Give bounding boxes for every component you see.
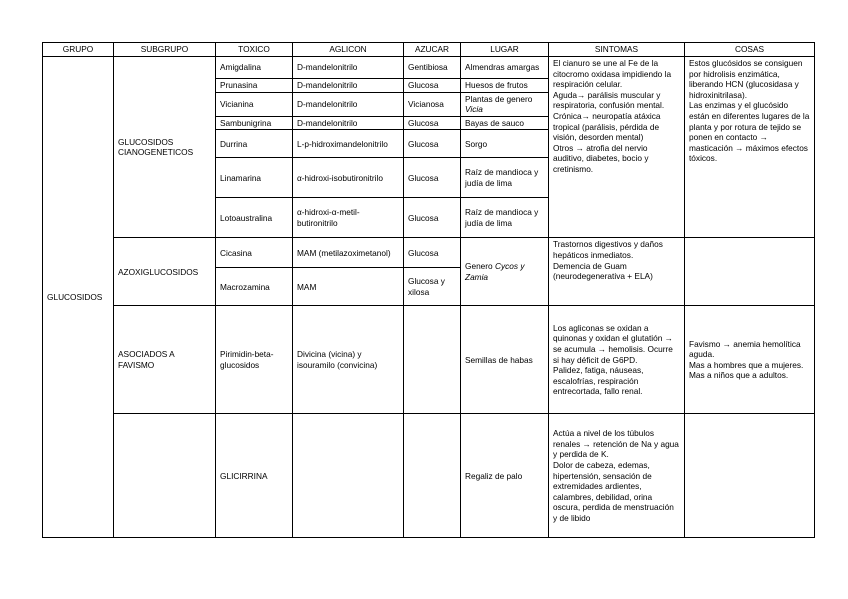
- lugar-text: Genero: [465, 261, 495, 272]
- table-row: [43, 306, 815, 414]
- lugar-genus: Vicia: [465, 104, 483, 115]
- lugar-cell: [461, 92, 549, 116]
- aglicon-cell: D-mandelonitrilo: [293, 116, 404, 130]
- toxico-cell: Linamarina: [216, 158, 293, 198]
- lugar-cell: Almendras amargas: [461, 57, 549, 79]
- toxico-cell: GLICIRRINA: [216, 414, 293, 538]
- aglicon-cell: Divicina (vicina) y isouramilo (convicina): [293, 306, 404, 414]
- toxico-cell: Vicianina: [216, 92, 293, 116]
- lugar-text: Plantas de genero: [465, 93, 533, 104]
- toxico-cell: Durrina: [216, 130, 293, 158]
- azucar-cell: Glucosa: [404, 116, 461, 130]
- aglicon-cell: MAM (metilazoximetanol): [293, 238, 404, 268]
- toxico-cell: Amigdalina: [216, 57, 293, 79]
- header-aglicon: AGLICON: [293, 43, 404, 57]
- toxico-cell: Prunasina: [216, 79, 293, 93]
- sintomas-ciano: El cianuro se une al Fe de la citocromo oxidasa impidiendo la respiración celular. Aguda→ parálisis muscular y respiratoria, confusión mental. Crónica→ neuropatía atáxica tropical (parálisis, pérdida de visión, desorden mental) Otros → atrofia del nervio auditivo, diabetes, bocio y cretinismo.: [549, 57, 685, 238]
- toxico-cell: Macrozamina: [216, 268, 293, 306]
- subgrupo-azoxi: AZOXIGLUCOSIDOS: [114, 238, 216, 306]
- azucar-cell: Glucosa: [404, 198, 461, 238]
- aglicon-cell: α-hidroxi-isobutironitrilo: [293, 158, 404, 198]
- aglicon-cell: L-p-hidroximandelonitrilo: [293, 130, 404, 158]
- header-lugar: LUGAR: [461, 43, 549, 57]
- azucar-cell: Glucosa: [404, 79, 461, 93]
- lugar-cell: Huesos de frutos: [461, 79, 549, 93]
- aglicon-cell: D-mandelonitrilo: [293, 92, 404, 116]
- cosas-ciano: Estos glucósidos se consiguen por hidrolisis enzimática, liberando HCN (glucosidasa y hidroxinitrilasa). Las enzimas y el glucósido están en diferentes lugares de la planta y por rotura de tejido se ponen en contacto → masticación → máximos efectos tóxicos.: [685, 57, 815, 238]
- azucar-cell: Glucosa: [404, 238, 461, 268]
- aglicon-cell: α-hidroxi-α-metil-butironitrilo: [293, 198, 404, 238]
- aglicon-cell: MAM: [293, 268, 404, 306]
- subgrupo-favismo: ASOCIADOS A FAVISMO: [114, 306, 216, 414]
- glucosidos-table: [42, 42, 815, 538]
- header-row: [43, 43, 815, 57]
- aglicon-cell: [293, 414, 404, 538]
- table-row: [43, 414, 815, 538]
- lugar-cell: Sorgo: [461, 130, 549, 158]
- aglicon-cell: D-mandelonitrilo: [293, 79, 404, 93]
- aglicon-cell: D-mandelonitrilo: [293, 57, 404, 79]
- header-subgrupo: SUBGRUPO: [114, 43, 216, 57]
- lugar-genus: Cycos y Zamia: [465, 261, 525, 282]
- subgrupo-empty: [114, 414, 216, 538]
- sintomas-favismo: Los agliconas se oxidan a quinonas y oxidan el glutatión → se acumula → hemolisis. Ocurre si hay déficit de G6PD. Palidez, fatiga, náuseas, escalofrías, respiración entrecortada, fallo renal.: [549, 306, 685, 414]
- lugar-cell: Regaliz de palo: [461, 414, 549, 538]
- lugar-cell: Raíz de mandioca y judía de lima: [461, 158, 549, 198]
- azucar-cell: Glucosa: [404, 130, 461, 158]
- header-azucar: AZUCAR: [404, 43, 461, 57]
- cosas-favismo: Favismo → anemia hemolítica aguda. Mas a hombres que a mujeres. Mas a niños que a adultos.: [685, 306, 815, 414]
- lugar-cell: Semillas de habas: [461, 306, 549, 414]
- header-grupo: GRUPO: [43, 43, 114, 57]
- azucar-cell: [404, 306, 461, 414]
- cosas-azoxi: [685, 238, 815, 306]
- grupo-cell: GLUCOSIDOS: [43, 57, 114, 538]
- azucar-cell: Glucosa y xilosa: [404, 268, 461, 306]
- header-toxico: TOXICO: [216, 43, 293, 57]
- header-sintomas: SINTOMAS: [549, 43, 685, 57]
- sintomas-azoxi: Trastornos digestivos y daños hepáticos inmediatos. Demencia de Guam (neurodegenerativa + ELA): [549, 238, 685, 306]
- toxico-cell: Lotoaustralina: [216, 198, 293, 238]
- azucar-cell: Gentibiosa: [404, 57, 461, 79]
- header-cosas: COSAS: [685, 43, 815, 57]
- azucar-cell: [404, 414, 461, 538]
- table-row: [43, 57, 815, 79]
- toxico-cell: Pirimidin-beta-glucosidos: [216, 306, 293, 414]
- azucar-cell: Glucosa: [404, 158, 461, 198]
- azucar-cell: Vicianosa: [404, 92, 461, 116]
- table-row: [43, 238, 815, 268]
- subgrupo-ciano: GLUCOSIDOS CIANOGENETICOS: [114, 57, 216, 238]
- sintomas-glicirrina: Actúa a nivel de los túbulos renales → retención de Na y agua y perdida de K. Dolor de cabeza, edemas, hipertensión, sensación de extremidades ardientes, calambres, debilidad, orina oscura, perdida de menstruación y de libido: [549, 414, 685, 538]
- cosas-glicirrina: [685, 414, 815, 538]
- lugar-cell: Bayas de sauco: [461, 116, 549, 130]
- toxico-cell: Sambunigrina: [216, 116, 293, 130]
- lugar-azoxi: [461, 238, 549, 306]
- toxico-cell: Cicasina: [216, 238, 293, 268]
- lugar-cell: Raíz de mandioca y judía de lima: [461, 198, 549, 238]
